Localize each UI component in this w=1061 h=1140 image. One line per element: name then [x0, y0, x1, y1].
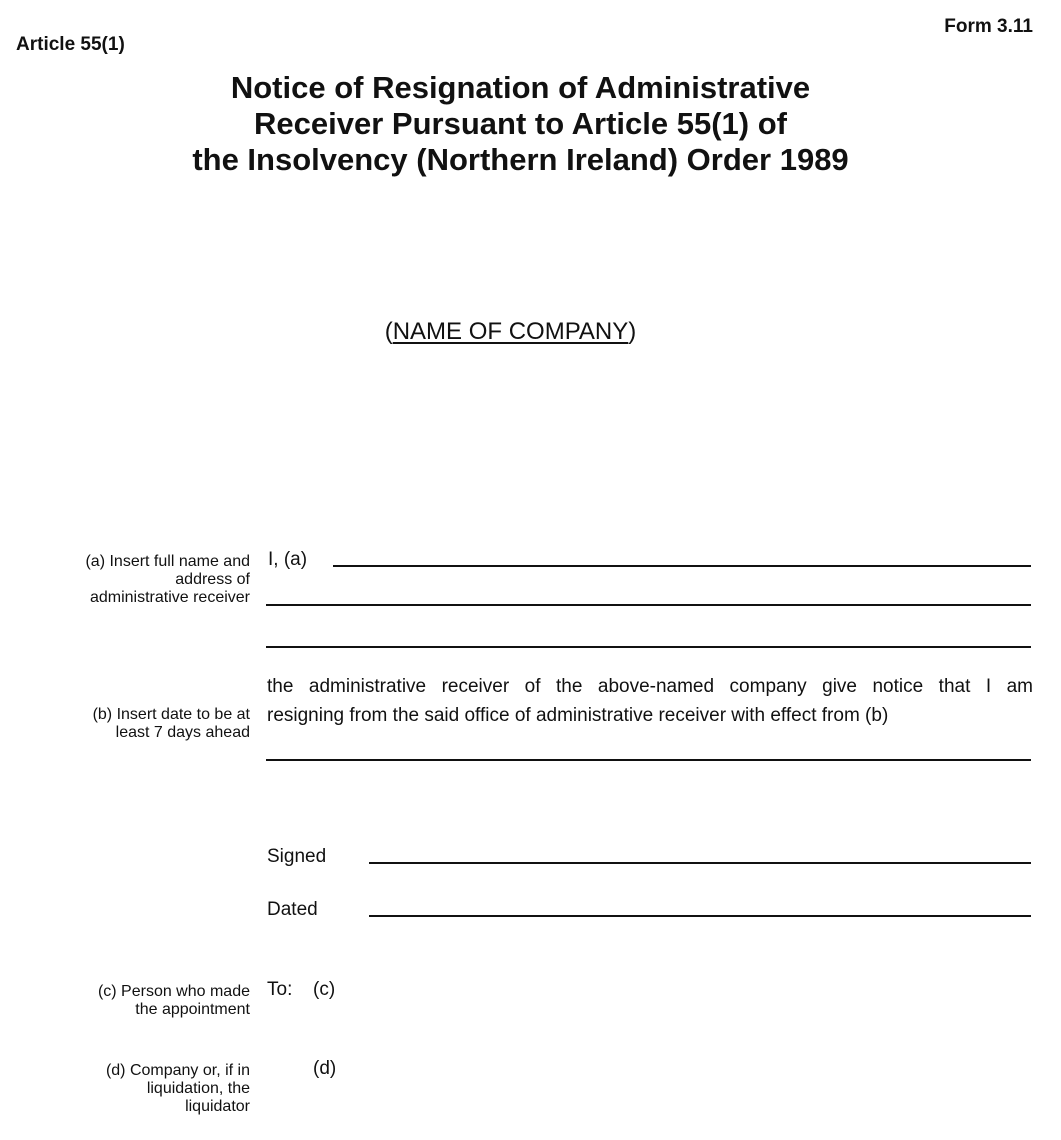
dated-label: Dated [267, 899, 318, 920]
note-a [12, 553, 250, 607]
note-b-line-2: least 7 days ahead [115, 724, 250, 741]
note-c-line-2: the appointment [135, 1001, 250, 1018]
receiver-address-field-2[interactable] [266, 646, 1031, 648]
notice-paragraph-line-2: resigning from the said office of administrative receiver with effect from (b) [267, 705, 889, 726]
note-a-line-3: administrative receiver [89, 589, 250, 606]
article-reference: Article 55(1) [16, 34, 125, 55]
title-line-1: Notice of Resignation of Administrative [230, 70, 811, 105]
signature-field[interactable] [369, 862, 1031, 864]
receiver-name-label: I, (a) [268, 549, 308, 570]
recipient-d-label: (d) [313, 1058, 337, 1079]
note-d-line-1: (d) Company or, if in [105, 1062, 250, 1079]
note-b-line-1: (b) Insert date to be at [92, 706, 250, 723]
date-field[interactable] [369, 915, 1031, 917]
to-label: To: [267, 979, 293, 1000]
note-d [12, 1062, 250, 1116]
signed-label: Signed [267, 846, 327, 867]
company-paren-open: ( [384, 318, 393, 345]
form-number: Form 3.11 [944, 16, 1033, 37]
notice-paragraph-line-1: the administrative receiver of the above-named company give notice that I am [267, 676, 1033, 697]
receiver-address-field-1[interactable] [266, 604, 1031, 606]
notice-paragraph [267, 672, 1033, 730]
resignation-date-field[interactable] [266, 759, 1031, 761]
title-line-2: Receiver Pursuant to Article 55(1) of [254, 106, 787, 141]
recipient-c-label: (c) [313, 979, 336, 1000]
title-line-3: the Insolvency (Northern Ireland) Order 1989 [192, 142, 849, 177]
page-title [0, 70, 1051, 178]
company-name: NAME OF COMPANY [392, 318, 629, 345]
note-c-line-1: (c) Person who made [97, 983, 250, 1000]
note-d-line-2: liquidation, the [146, 1080, 250, 1097]
receiver-name-field[interactable] [333, 565, 1031, 567]
note-c [12, 983, 250, 1019]
note-b [12, 706, 250, 742]
company-paren-close: ) [628, 318, 637, 345]
note-a-line-1: (a) Insert full name and [85, 553, 250, 570]
company-name-heading [0, 318, 1041, 346]
note-d-line-3: liquidator [185, 1098, 250, 1115]
note-a-line-2: address of [175, 571, 250, 588]
